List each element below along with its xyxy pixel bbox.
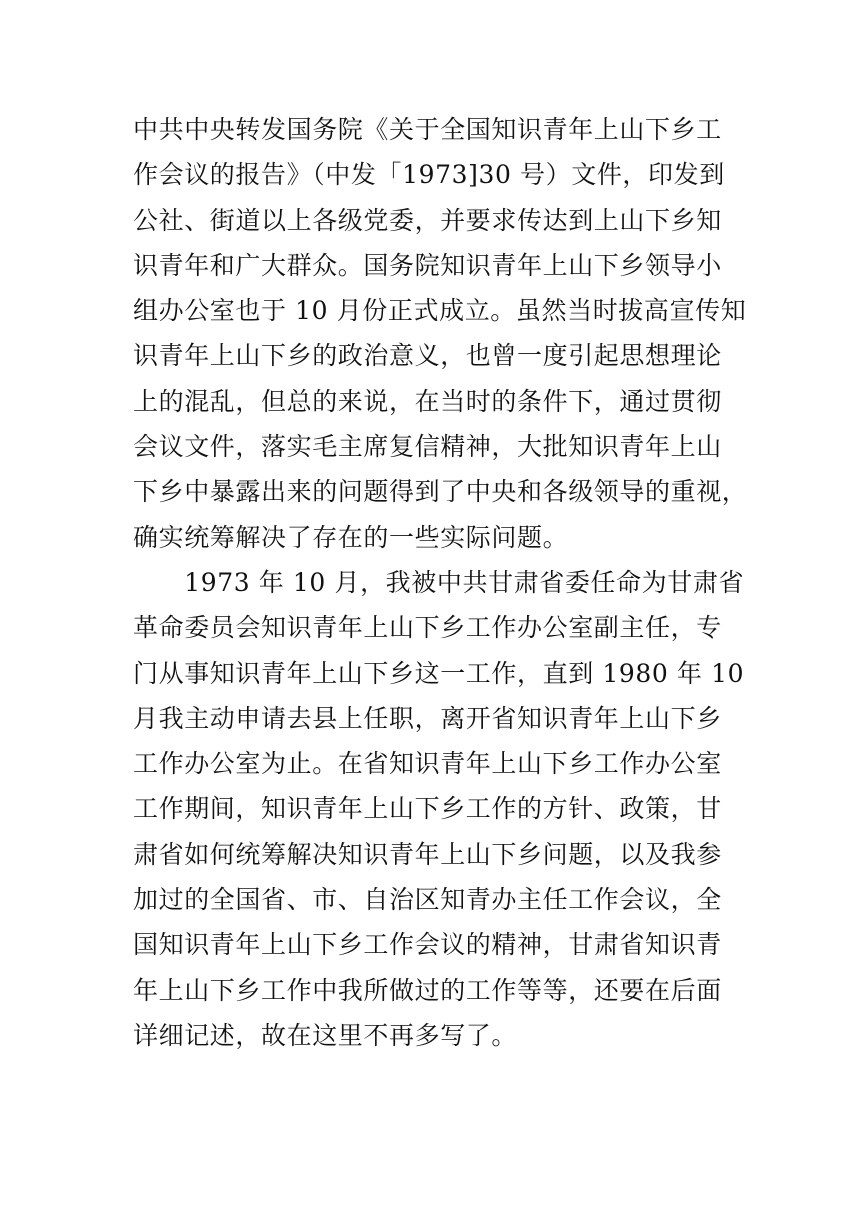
text-line: 工作期间，知识青年上山下乡工作的方针、政策，甘 <box>133 794 722 824</box>
text-line: 国知识青年上山下乡工作会议的精神，甘肃省知识青 <box>133 930 722 960</box>
text-line: 门从事知识青年上山下乡这一工作，直到 1980 年 10 <box>133 658 745 688</box>
text-line: 公社、街道以上各级党委，并要求传达到上山下乡知 <box>133 205 722 235</box>
text-line: 革命委员会知识青年上山下乡工作办公室副主任，专 <box>133 613 722 643</box>
text-line: 确实统筹解决了存在的一些实际问题。 <box>133 522 569 552</box>
text-line: 工作办公室为止。在省知识青年上山下乡工作办公室 <box>133 749 722 779</box>
text-line: 会议文件，落实毛主席复信精神，大批知识青年上山 <box>133 432 722 462</box>
text-line: 月我主动申请去县上任职，离开省知识青年上山下乡 <box>133 703 722 733</box>
text-line: 上的混乱，但总的来说，在当时的条件下，通过贯彻 <box>133 386 722 416</box>
text-line: 详细记述，故在这里不再多写了。 <box>133 1020 518 1050</box>
text-line: 加过的全国省、市、自治区知青办主任工作会议，全 <box>133 885 722 915</box>
text-line: 年上山下乡工作中我所做过的工作等等，还要在后面 <box>133 975 722 1005</box>
text-line: 中共中央转发国务院《关于全国知识青年上山下乡工 <box>133 115 722 144</box>
text-line: 下乡中暴露出来的问题得到了中央和各级领导的重视， <box>133 477 748 507</box>
text-line: 识青年上山下乡的政治意义，也曾一度引起思想理论 <box>133 341 722 371</box>
text-line: 肃省如何统筹解决知识青年上山下乡问题，以及我参 <box>133 839 722 869</box>
body-text <box>133 107 753 1058</box>
text-line: 识青年和广大群众。国务院知识青年上山下乡领导小 <box>133 250 722 280</box>
text-line: 1973 年 10 月，我被中共甘肃省委任命为甘肃省 <box>133 567 745 597</box>
text-line: 组办公室也于 10 月份正式成立。虽然当时拔高宣传知 <box>133 296 747 326</box>
text-line: 作会议的报告》（中发「1973]30 号）文件，印发到 <box>133 160 725 190</box>
